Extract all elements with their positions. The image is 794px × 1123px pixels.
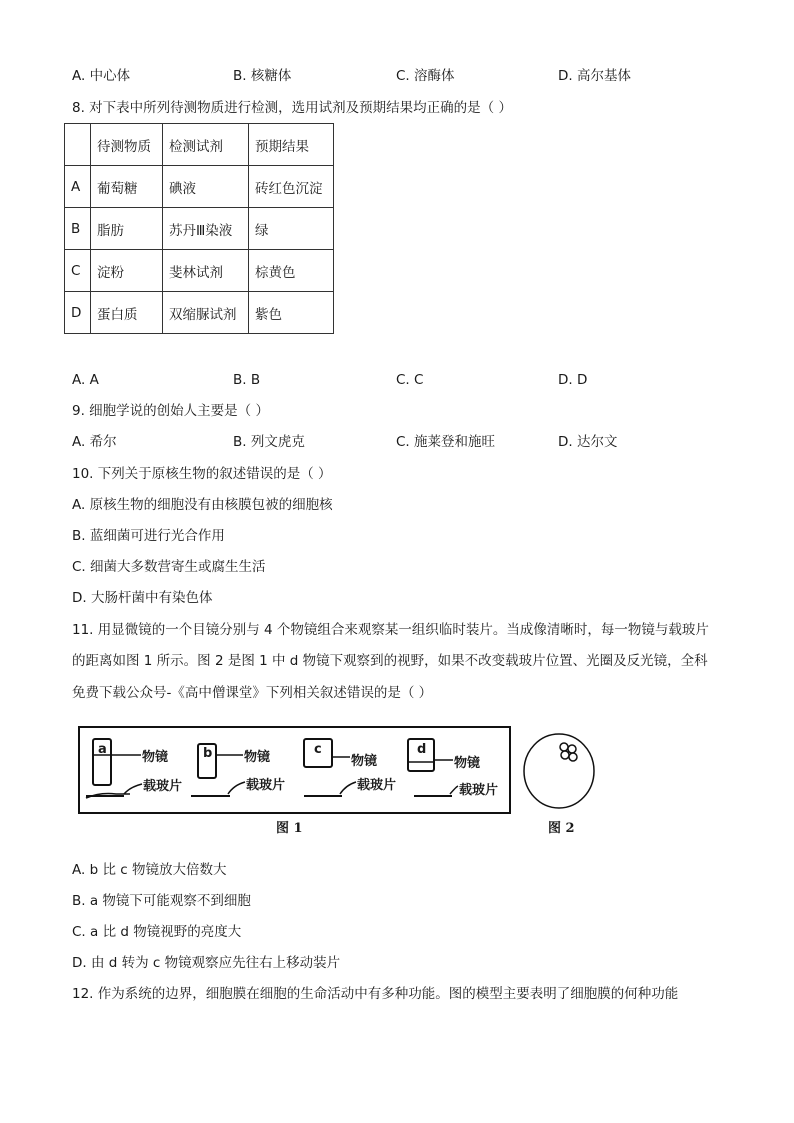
q7-option-c: C. 溶酶体 [396,68,455,84]
objective-d [408,739,458,796]
cells-cluster [560,743,577,761]
q10-option-b: B. 蓝细菌可进行光合作用 [72,528,225,544]
slide-d-label: 载玻片 [459,783,499,798]
q12-stem: 12. 作为系统的边界，细胞膜在细胞的生命活动中有多种功能。图的模型主要表明了细胞膜的何种功能 [72,986,679,1002]
table-header-cell: 检测试剂 [163,124,249,166]
figure-2-caption: 图 2 [548,821,575,836]
q10-option-c: C. 细菌大多数营寄生或腐生生活 [72,559,266,575]
objective-a-label: 物镜 [142,750,169,765]
q7-option-d: D. 高尔基体 [558,68,631,84]
table-cell: 蛋白质 [91,292,163,334]
slide-a-label: 载玻片 [143,779,183,794]
objective-c [304,739,356,796]
q9-option-b: B. 列文虎克 [233,434,305,450]
table-cell: D [65,292,91,334]
table-cell: 脂肪 [91,208,163,250]
table-row [65,208,334,250]
q7-option-a: A. 中心体 [72,68,131,84]
table-cell: 绿 [249,208,334,250]
objective-b-letter: b [203,746,213,761]
table-row [65,166,334,208]
figure-1-caption: 图 1 [276,821,303,836]
table-header-row [65,124,334,166]
table-cell: 葡萄糖 [91,166,163,208]
figure-2-field-of-view [522,732,598,810]
objective-b [191,744,245,796]
q8-option-a: A. A [72,372,99,388]
q10-option-a: A. 原核生物的细胞没有由核膜包被的细胞核 [72,497,333,513]
objective-d-label: 物镜 [454,756,481,771]
table-cell: 苏丹Ⅲ染液 [163,208,249,250]
table-header-cell [65,124,91,166]
objective-c-letter: c [314,742,322,757]
table-cell: 斐林试剂 [163,250,249,292]
q8-table [64,123,334,334]
table-cell: 双缩脲试剂 [163,292,249,334]
table-header-cell: 待测物质 [91,124,163,166]
table-cell: C [65,250,91,292]
q8-option-c: C. C [396,372,424,388]
table-cell: 紫色 [249,292,334,334]
objective-c-label: 物镜 [351,754,378,769]
q11-stem-line-3: 免费下载公众号-《高中僧课堂》下列相关叙述错误的是（ ） [72,685,433,701]
q7-option-b: B. 核糖体 [233,68,292,84]
q11-stem-line-2: 的距离如图 1 所示。图 2 是图 1 中 d 物镜下观察到的视野，如果不改变载玻片位置、光圈及反光镜，全科 [72,653,708,669]
objective-a [86,739,142,798]
q9-option-d: D. 达尔文 [558,434,618,450]
q10-option-d: D. 大肠杆菌中有染色体 [72,590,213,606]
table-row [65,292,334,334]
slide-c-label: 载玻片 [357,778,397,793]
q9-stem: 9. 细胞学说的创始人主要是（ ） [72,403,269,419]
objective-d-letter: d [417,742,427,757]
table-cell: 碘液 [163,166,249,208]
figure-1-objectives [78,726,511,814]
table-cell: 淀粉 [91,250,163,292]
q10-stem: 10. 下列关于原核生物的叙述错误的是（ ） [72,466,332,482]
table-header-cell: 预期结果 [249,124,334,166]
objective-b-label: 物镜 [244,750,271,765]
table-cell: A [65,166,91,208]
table-cell: B [65,208,91,250]
q11-stem-line-1: 11. 用显微镜的一个目镜分别与 4 个物镜组合来观察某一组织临时装片。当成像清晰时，每一物镜与载玻片 [72,622,709,638]
q9-option-a: A. 希尔 [72,434,117,450]
table-cell: 棕黄色 [249,250,334,292]
q8-option-d: D. D [558,372,588,388]
q11-option-b: B. a 物镜下可能观察不到细胞 [72,893,251,909]
field-of-view-drawing [522,732,598,810]
slide-b-label: 载玻片 [246,778,286,793]
objective-a-letter: a [98,742,107,757]
table-row [65,250,334,292]
q9-option-c: C. 施莱登和施旺 [396,434,496,450]
q8-stem: 8. 对下表中所列待测物质进行检测，选用试剂及预期结果均正确的是（ ） [72,100,512,116]
table-cell: 砖红色沉淀 [249,166,334,208]
q11-option-a: A. b 比 c 物镜放大倍数大 [72,862,227,878]
q8-option-b: B. B [233,372,261,388]
figure-1-drawing [78,726,511,814]
q11-option-c: C. a 比 d 物镜视野的亮度大 [72,924,242,940]
q11-option-d: D. 由 d 转为 c 物镜观察应先往右上移动装片 [72,955,341,971]
